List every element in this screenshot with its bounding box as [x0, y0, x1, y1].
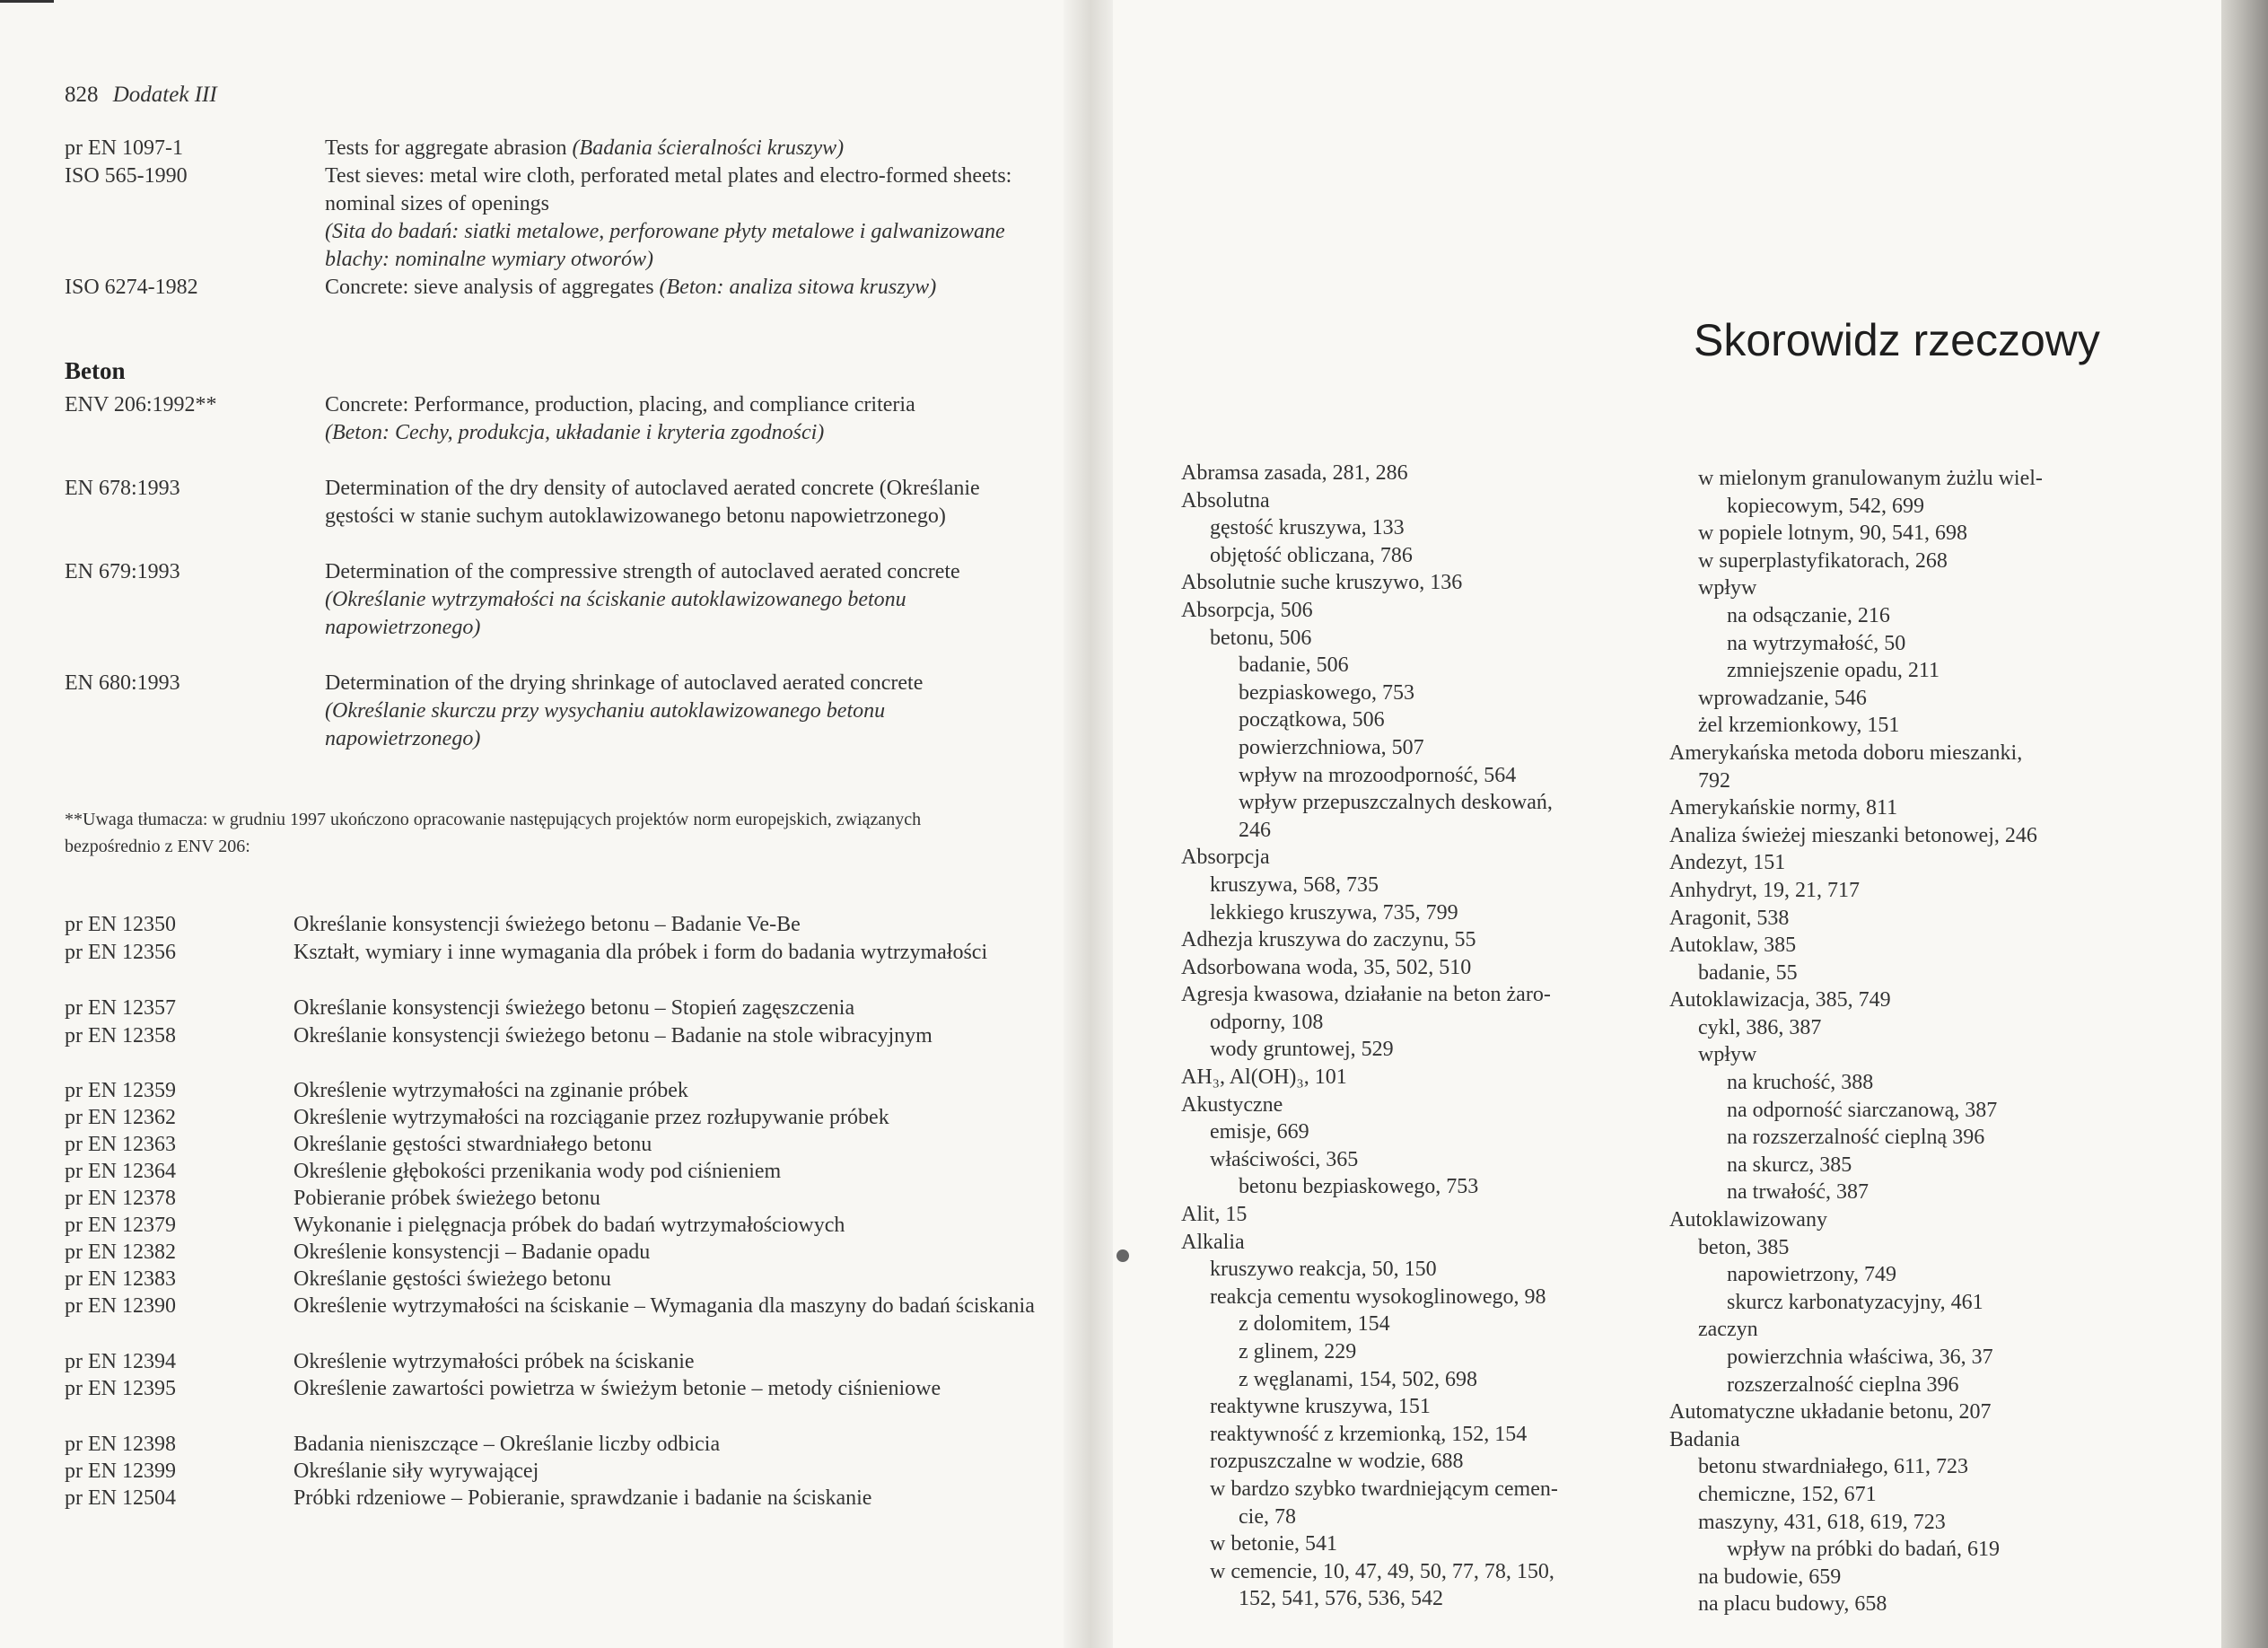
- project-text: Określanie konsystencji świeżego betonu – Badanie na stole wibracyjnym: [293, 1024, 933, 1048]
- index-entry: maszyny, 431, 618, 619, 723: [1698, 1510, 1946, 1534]
- standard-description: [325, 135, 1016, 162]
- index-entry: badanie, 55: [1698, 960, 1798, 985]
- index-entry: gęstość kruszywa, 133: [1210, 516, 1405, 540]
- index-entry: Autoklawizacja, 385, 749: [1669, 988, 1891, 1012]
- standard-translation: (Beton: analiza sitowa kruszyw): [659, 276, 937, 299]
- running-head: [65, 83, 217, 108]
- standard-text: Tests for aggregate abrasion: [325, 136, 567, 160]
- project-code: pr EN 12398: [65, 1433, 176, 1456]
- index-entry: emisje, 669: [1210, 1120, 1309, 1144]
- project-code: pr EN 12395: [65, 1377, 176, 1400]
- index-entry: objętość obliczana, 786: [1210, 543, 1413, 567]
- index-entry: AH₃, Al(OH)₃, 101: [1181, 1065, 1347, 1090]
- standard-description: [325, 475, 1016, 530]
- index-entry: wpływ przepuszczalnych deskowań,: [1239, 791, 1553, 815]
- standard-translation: (Badania ścieralności kruszyw): [572, 136, 845, 160]
- project-code: pr EN 12394: [65, 1350, 176, 1373]
- project-code: pr EN 12379: [65, 1214, 176, 1237]
- index-column-1: [1181, 460, 1648, 1613]
- index-entry: kruszywa, 568, 735: [1210, 872, 1379, 897]
- index-entry: rozpuszczalne w wodzie, 688: [1210, 1450, 1464, 1474]
- index-entry: 246: [1239, 818, 1271, 842]
- project-code: pr EN 12383: [65, 1267, 176, 1291]
- index-entry: betonu bezpiaskowego, 753: [1239, 1175, 1479, 1199]
- index-entry: żel krzemionkowy, 151: [1698, 714, 1900, 738]
- project-code: pr EN 12382: [65, 1240, 176, 1264]
- index-entry: odporny, 108: [1210, 1010, 1324, 1034]
- index-entry: Aragonit, 538: [1669, 906, 1790, 930]
- index-entry: Badania: [1669, 1427, 1740, 1451]
- index-entry: betonu, 506: [1210, 626, 1312, 650]
- index-entry: Alkalia: [1181, 1230, 1245, 1254]
- standard-code: EN 679:1993: [65, 560, 180, 583]
- index-entry: Amerykańskie normy, 811: [1669, 796, 1898, 820]
- index-entry: właściwości, 365: [1210, 1147, 1359, 1171]
- index-entry: lekkiego kruszywa, 735, 799: [1210, 900, 1458, 925]
- project-text: Pobieranie próbek świeżego betonu: [293, 1187, 600, 1210]
- index-entry: w cemencie, 10, 47, 49, 50, 77, 78, 150,: [1210, 1559, 1554, 1583]
- index-entry: wody gruntowej, 529: [1210, 1038, 1394, 1062]
- project-code: pr EN 12378: [65, 1187, 176, 1210]
- index-entry: wpływ na próbki do badań, 619: [1727, 1538, 2000, 1562]
- standard-code: ISO 565-1990: [65, 164, 188, 188]
- project-text: Określanie konsystencji świeżego betonu – Stopień zagęszczenia: [293, 996, 855, 1020]
- project-code: pr EN 12364: [65, 1160, 176, 1183]
- project-code: pr EN 12356: [65, 941, 176, 964]
- index-entry: cie, 78: [1239, 1504, 1296, 1529]
- project-text: Określenie wytrzymałości na ściskanie – Wymagania dla maszyny do badań ściskania: [293, 1294, 1035, 1318]
- standard-text: Test sieves: metal wire cloth, perforated metal plates and electro-formed sheets: nominal sizes of openings: [325, 164, 1012, 215]
- index-entry: na odporność siarczanową, 387: [1727, 1098, 1998, 1122]
- standard-text: Determination of the dry density of autoclaved aerated concrete (Określanie gęstości w stanie suchym autoklawizowanego betonu napowietrzonego): [325, 477, 980, 528]
- index-entry: wpływ: [1698, 1043, 1757, 1067]
- index-entry: na rozszerzalność cieplną 396: [1727, 1126, 1985, 1150]
- project-text: Kształt, wymiary i inne wymagania dla próbek i form do badania wytrzymałości: [293, 941, 988, 964]
- index-entry: w mielonym granulowanym żużlu wiel-: [1698, 467, 2043, 490]
- index-heading: Skorowidz rzeczowy: [1694, 315, 2100, 365]
- standard-text: Determination of the compressive strength of autoclaved aerated concrete: [325, 560, 960, 583]
- index-entry: beton, 385: [1698, 1235, 1790, 1259]
- index-entry: na placu budowy, 658: [1698, 1592, 1887, 1617]
- index-entry: na budowie, 659: [1698, 1565, 1842, 1589]
- index-entry: Automatyczne układanie betonu, 207: [1669, 1400, 1992, 1424]
- index-entry: wpływ: [1698, 576, 1757, 600]
- index-entry: Absolutna: [1181, 488, 1270, 513]
- index-entry: Akustyczne: [1181, 1092, 1283, 1117]
- index-entry: powierzchniowa, 507: [1239, 735, 1424, 759]
- index-entry: w popiele lotnym, 90, 541, 698: [1698, 522, 1967, 546]
- index-entry: Absolutnie suche kruszywo, 136: [1181, 571, 1463, 595]
- project-code: pr EN 12357: [65, 996, 176, 1020]
- standard-description: [325, 274, 1016, 302]
- index-entry: zaczyn: [1698, 1318, 1758, 1342]
- index-entry: z dolomitem, 154: [1239, 1312, 1390, 1337]
- index-entry: Abramsa zasada, 281, 286: [1181, 461, 1408, 485]
- book-gutter: [1064, 0, 1113, 1648]
- index-entry: na odsączanie, 216: [1727, 603, 1890, 627]
- page-edge-shadow: [2221, 0, 2268, 1648]
- standard-code: ISO 6274-1982: [65, 276, 198, 299]
- index-entry: reakcja cementu wysokoglinowego, 98: [1210, 1284, 1546, 1309]
- project-code: pr EN 12350: [65, 913, 176, 936]
- standard-code: EN 678:1993: [65, 477, 180, 500]
- project-text: Określenie wytrzymałości próbek na ściskanie: [293, 1350, 695, 1373]
- index-entry: kopiecowym, 542, 699: [1727, 494, 1924, 518]
- top-edge-mark: [0, 0, 54, 3]
- project-code: pr EN 12504: [65, 1486, 176, 1510]
- index-entry: rozszerzalność cieplna 396: [1727, 1372, 1959, 1397]
- project-text: Określenie wytrzymałości na zginanie próbek: [293, 1079, 688, 1102]
- project-text: Wykonanie i pielęgnacja próbek do badań wytrzymałościowych: [293, 1214, 845, 1237]
- standard-code: EN 680:1993: [65, 671, 180, 695]
- project-text: Określenie zawartości powietrza w świeżym betonie – metody ciśnieniowe: [293, 1377, 941, 1400]
- project-text: Próbki rdzeniowe – Pobieranie, sprawdzanie i badanie na ściskanie: [293, 1486, 872, 1510]
- index-entry: skurcz karbonatyzacyjny, 461: [1727, 1290, 1983, 1314]
- index-entry: betonu stwardniałego, 611, 723: [1698, 1455, 1969, 1479]
- project-code: pr EN 12358: [65, 1024, 176, 1048]
- index-entry: Anhydryt, 19, 21, 717: [1669, 878, 1860, 902]
- project-text: Określenie wytrzymałości na rozciąganie przez rozłupywanie próbek: [293, 1106, 889, 1129]
- standard-translation: (Beton: Cechy, produkcja, układanie i kryteria zgodności): [325, 421, 825, 444]
- index-entry: Adsorbowana woda, 35, 502, 510: [1181, 955, 1472, 979]
- translator-footnote: **Uwaga tłumacza: w grudniu 1997 ukończono opracowanie następujących projektów norm europejskich, związanych bezpośrednio z ENV 206:: [65, 810, 922, 856]
- index-entry: wprowadzanie, 546: [1698, 686, 1867, 710]
- project-text: Określenie konsystencji – Badanie opadu: [293, 1240, 651, 1264]
- project-text: Określanie siły wyrywającej: [293, 1460, 539, 1483]
- standard-code: pr EN 1097-1: [65, 136, 183, 160]
- standard-description: [325, 391, 1016, 447]
- index-entry: Autoklawizowany: [1669, 1208, 1827, 1232]
- index-entry: na skurcz, 385: [1727, 1153, 1852, 1177]
- index-entry: z glinem, 229: [1239, 1340, 1357, 1363]
- running-title: Dodatek III: [112, 83, 217, 107]
- index-entry: na kruchość, 388: [1727, 1071, 1874, 1095]
- standard-description: [325, 162, 1016, 274]
- page-number: 828: [65, 83, 99, 107]
- index-entry: Adhezja kruszywa do zaczynu, 55: [1181, 928, 1476, 952]
- index-entry: na trwałość, 387: [1727, 1180, 1869, 1205]
- project-text: Określanie gęstości świeżego betonu: [293, 1267, 611, 1291]
- project-text: Określanie gęstości stwardniałego betonu: [293, 1133, 652, 1156]
- index-entry: Analiza świeżej mieszanki betonowej, 246: [1669, 823, 2037, 847]
- index-entry: chemiczne, 152, 671: [1698, 1482, 1877, 1506]
- index-entry: bezpiaskowego, 753: [1239, 680, 1414, 705]
- standard-description: [325, 670, 1016, 753]
- index-entry: zmniejszenie opadu, 211: [1727, 659, 1940, 683]
- project-text: Określenie głębokości przenikania wody pod ciśnieniem: [293, 1160, 782, 1183]
- standard-translation: (Sita do badań: siatki metalowe, perforowane płyty metalowe i galwanizowane blachy: nominalne wymiary otworów): [325, 220, 1005, 271]
- standard-text: Determination of the drying shrinkage of autoclaved aerated concrete: [325, 671, 924, 695]
- index-entry: reaktywność z krzemionką, 152, 154: [1210, 1422, 1528, 1446]
- standard-translation: (Określanie skurczu przy wysychaniu autoklawizowanego betonu napowietrzonego): [325, 699, 886, 750]
- project-code: pr EN 12363: [65, 1133, 176, 1156]
- index-entry: w betonie, 541: [1210, 1532, 1337, 1556]
- standard-code: ENV 206:1992**: [65, 393, 217, 416]
- standard-text: Concrete: sieve analysis of aggregates: [325, 276, 654, 299]
- project-code: pr EN 12390: [65, 1294, 176, 1318]
- index-entry: Andezyt, 151: [1669, 851, 1786, 875]
- index-entry: napowietrzony, 749: [1727, 1263, 1897, 1287]
- index-column-2: [1669, 465, 2172, 1618]
- project-code: pr EN 12362: [65, 1106, 176, 1129]
- standard-text: Concrete: Performance, production, placing, and compliance criteria: [325, 393, 915, 416]
- index-entry: w superplastyfikatorach, 268: [1698, 548, 1948, 573]
- index-entry: kruszywo reakcja, 50, 150: [1210, 1258, 1437, 1282]
- index-entry: Alit, 15: [1181, 1203, 1248, 1227]
- project-code: pr EN 12399: [65, 1460, 176, 1483]
- project-code: pr EN 12359: [65, 1079, 176, 1102]
- index-entry: powierzchnia właściwa, 36, 37: [1727, 1346, 1993, 1369]
- index-entry: w bardzo szybko twardniejącym cemen-: [1210, 1477, 1558, 1501]
- section-title: Beton: [65, 357, 126, 384]
- standard-description: [325, 558, 1016, 642]
- standard-translation: (Określanie wytrzymałości na ściskanie autoklawizowanego betonu napowietrzonego): [325, 588, 906, 639]
- index-entry: na wytrzymałość, 50: [1727, 631, 1906, 655]
- index-entry: Absorpcja: [1181, 846, 1270, 870]
- index-entry: początkowa, 506: [1239, 708, 1385, 732]
- index-entry: badanie, 506: [1239, 653, 1349, 678]
- margin-bullet: [1116, 1249, 1129, 1262]
- project-text: Badania nieniszczące – Określanie liczby odbicia: [293, 1433, 721, 1456]
- index-entry: reaktywne kruszywa, 151: [1210, 1395, 1431, 1419]
- index-entry: wpływ na mrozoodporność, 564: [1239, 763, 1517, 787]
- index-entry: 152, 541, 576, 536, 542: [1239, 1587, 1443, 1611]
- project-text: Określanie konsystencji świeżego betonu – Badanie Ve-Be: [293, 913, 801, 936]
- index-entry: cykl, 386, 387: [1698, 1015, 1822, 1039]
- index-entry: Amerykańska metoda doboru mieszanki,: [1669, 741, 2023, 765]
- index-entry: 792: [1698, 768, 1730, 793]
- index-entry: Agresja kwasowa, działanie na beton żaro-: [1181, 983, 1551, 1007]
- index-entry: Autoklaw, 385: [1669, 934, 1797, 958]
- index-entry: Absorpcja, 506: [1181, 598, 1313, 622]
- index-entry: z węglanami, 154, 502, 698: [1239, 1367, 1477, 1391]
